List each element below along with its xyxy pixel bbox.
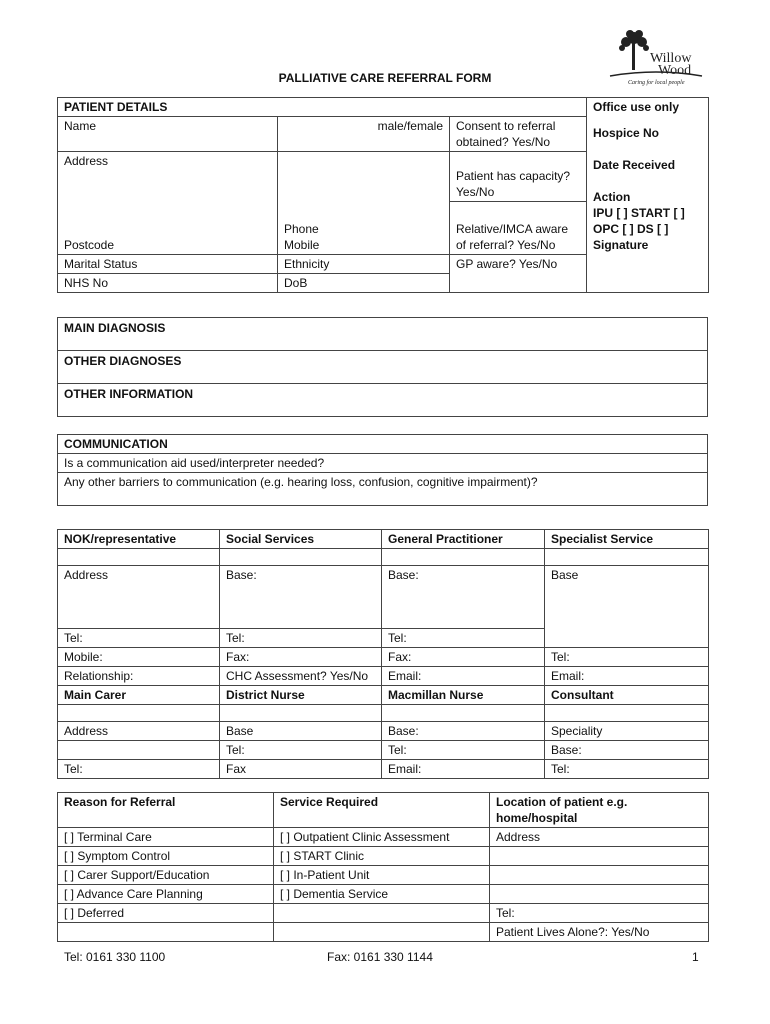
reason-advance-care[interactable]: [ ] Advance Care Planning [58,885,274,904]
other-information-label: OTHER INFORMATION [58,384,708,417]
date-received: Date Received [593,158,676,172]
location-tel: Tel: [490,904,709,923]
logo-tagline: Caring for local people [628,80,685,86]
consultant-base: Base: [545,741,709,760]
macmillan-base: Base: [382,722,545,741]
communication-heading: COMMUNICATION [58,435,708,454]
signature-label: Signature [593,238,649,252]
willow-wood-logo [606,26,706,90]
gp-email: Email: [382,667,545,686]
macmillan-tel: Tel: [382,741,545,760]
carer-empty [58,741,220,760]
header-consultant: Consultant [545,686,709,705]
gp-fax: Fax: [382,648,545,667]
lives-alone: Patient Lives Alone?: Yes/No [490,923,709,942]
header-gp: General Practitioner [382,530,545,549]
footer-fax: Fax: 0161 330 1144 [327,950,433,964]
footer-tel: Tel: 0161 330 1100 [64,950,166,964]
capacity-label: Patient has capacity? Yes/No [450,152,587,202]
relative-aware-label: Relative/IMCA aware of referral? Yes/No [450,202,587,255]
ethnicity-label: Ethnicity [278,255,450,274]
main-diagnosis-label: MAIN DIAGNOSIS [58,318,708,351]
nok-relationship: Relationship: [58,667,220,686]
communication-table [57,434,708,506]
communication-aid-question: Is a communication aid used/interpreter needed? [58,454,708,473]
specialist-tel: Tel: [545,648,709,667]
patient-details-heading: PATIENT DETAILS [58,98,587,117]
consultant-speciality: Speciality [545,722,709,741]
consent-label: Consent to referral obtained? Yes/No [450,117,587,152]
communication-barriers-question: Any other barriers to communication (e.g. hearing loss, confusion, cognitive impairment)? [58,473,708,506]
nok-mobile: Mobile: [58,648,220,667]
dob-label: DoB [278,274,450,293]
carer-address: Address [58,722,220,741]
header-main-carer: Main Carer [58,686,220,705]
service-start-clinic[interactable]: [ ] START Clinic [274,847,490,866]
reason-symptom-control[interactable]: [ ] Symptom Control [58,847,274,866]
header-nok: NOK/representative [58,530,220,549]
macmillan-email: Email: [382,760,545,779]
service-dementia[interactable]: [ ] Dementia Service [274,885,490,904]
header-service: Service Required [274,793,490,828]
reason-carer-support[interactable]: [ ] Carer Support/Education [58,866,274,885]
header-social-services: Social Services [220,530,382,549]
other-diagnoses-label: OTHER DIAGNOSES [58,351,708,384]
carer-tel: Tel: [58,760,220,779]
social-base: Base: [220,566,382,629]
referral-table [57,792,709,942]
district-fax: Fax [220,760,382,779]
location-address: Address [490,828,709,847]
diagnosis-table [57,317,708,417]
reason-terminal-care[interactable]: [ ] Terminal Care [58,828,274,847]
action-line-2: OPC [ ] DS [ ] [593,222,669,236]
header-location: Location of patient e.g. home/hospital [490,793,709,828]
action-line-1: IPU [ ] START [ ] [593,206,685,220]
address-label: Address [58,152,278,202]
patient-details-table [57,97,709,293]
logo-text-1: Willow [650,51,692,66]
office-use-box [587,98,709,293]
specialist-base: Base [545,566,709,648]
gp-base: Base: [382,566,545,629]
mobile-label: Mobile [284,238,320,252]
hospice-no: Hospice No [593,126,660,140]
marital-status-label: Marital Status [58,255,278,274]
district-tel: Tel: [220,741,382,760]
page-number: 1 [692,950,699,964]
nok-address: Address [58,566,220,629]
chc-assessment: CHC Assessment? Yes/No [220,667,382,686]
gp-tel: Tel: [382,629,545,648]
form-title: PALLIATIVE CARE REFERRAL FORM [278,71,492,85]
sex-label: male/female [278,117,450,152]
phone-label: Phone [284,222,319,236]
nok-tel: Tel: [58,629,220,648]
postcode-label: Postcode [58,202,278,255]
reason-deferred[interactable]: [ ] Deferred [58,904,274,923]
logo-text-2: Wood [658,63,692,78]
nhs-no-label: NHS No [58,274,278,293]
office-heading: Office use only [593,100,680,114]
gp-aware-label: GP aware? Yes/No [450,255,587,293]
social-fax: Fax: [220,648,382,667]
district-base: Base [220,722,382,741]
action-label: Action [593,190,631,204]
contacts-table [57,529,709,779]
header-reason: Reason for Referral [58,793,274,828]
consultant-tel: Tel: [545,760,709,779]
service-inpatient[interactable]: [ ] In-Patient Unit [274,866,490,885]
service-outpatient[interactable]: [ ] Outpatient Clinic Assessment [274,828,490,847]
header-district-nurse: District Nurse [220,686,382,705]
specialist-email: Email: [545,667,709,686]
header-specialist: Specialist Service [545,530,709,549]
social-tel: Tel: [220,629,382,648]
header-macmillan-nurse: Macmillan Nurse [382,686,545,705]
name-label: Name [58,117,278,152]
